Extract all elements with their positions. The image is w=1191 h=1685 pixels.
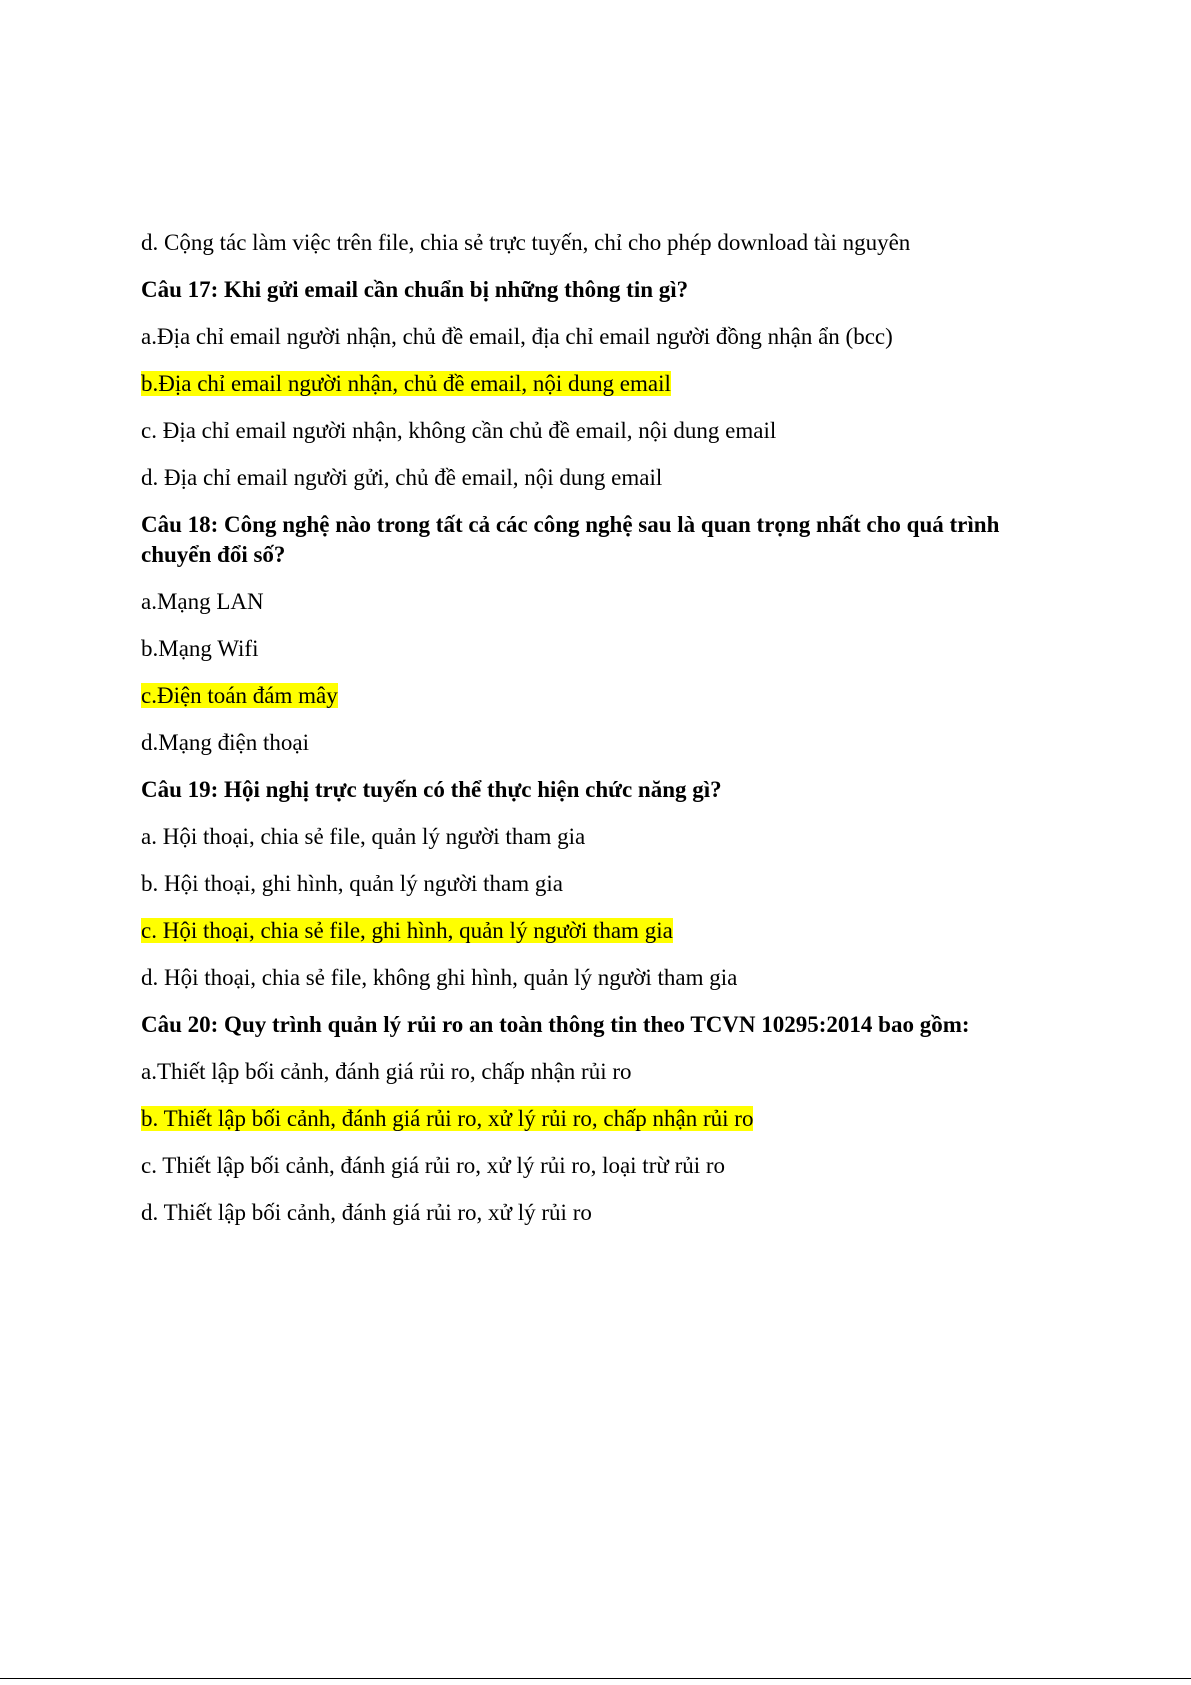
question-title: Câu 18: Công nghệ nào trong tất cả các công nghệ sau là quan trọng nhất cho quá trình chuyển đổi số? xyxy=(141,512,1000,567)
option-text: a.Địa chỉ email người nhận, chủ đề email, địa chỉ email người đồng nhận ẩn (bcc) xyxy=(141,324,893,349)
option-d xyxy=(141,963,1041,993)
option-text: b.Mạng Wifi xyxy=(141,636,259,661)
option-c xyxy=(141,1151,1041,1181)
option-text: b. Hội thoại, ghi hình, quản lý người tham gia xyxy=(141,871,563,896)
highlighted-answer: c.Điện toán đám mây xyxy=(141,683,338,708)
page-bottom-rule xyxy=(0,1678,1191,1679)
option-text: d. Cộng tác làm việc trên file, chia sẻ trực tuyến, chỉ cho phép download tài nguyên xyxy=(141,230,911,255)
question-title: Câu 20: Quy trình quản lý rủi ro an toàn thông tin theo TCVN 10295:2014 bao gồm: xyxy=(141,1012,970,1037)
option-d xyxy=(141,728,1041,758)
question-title: Câu 19: Hội nghị trực tuyến có thể thực hiện chức năng gì? xyxy=(141,777,722,802)
option-c-correct xyxy=(141,916,1041,946)
highlighted-answer: b.Địa chỉ email người nhận, chủ đề email, nội dung email xyxy=(141,371,671,396)
question-title: Câu 17: Khi gửi email cần chuẩn bị những thông tin gì? xyxy=(141,277,689,302)
option-d xyxy=(141,463,1041,493)
highlighted-answer: b. Thiết lập bối cảnh, đánh giá rủi ro, xử lý rủi ro, chấp nhận rủi ro xyxy=(141,1106,754,1131)
question-17 xyxy=(141,275,1041,493)
question-19 xyxy=(141,775,1041,993)
option-text: d. Hội thoại, chia sẻ file, không ghi hình, quản lý người tham gia xyxy=(141,965,738,990)
option-text: a.Mạng LAN xyxy=(141,589,264,614)
question-18 xyxy=(141,510,1041,758)
option-b-correct xyxy=(141,1104,1041,1134)
option-a xyxy=(141,822,1041,852)
option-c xyxy=(141,416,1041,446)
option-b xyxy=(141,869,1041,899)
previous-option-d xyxy=(141,228,1041,258)
option-a xyxy=(141,1057,1041,1087)
option-text: d.Mạng điện thoại xyxy=(141,730,309,755)
option-text: a. Hội thoại, chia sẻ file, quản lý người tham gia xyxy=(141,824,586,849)
option-a xyxy=(141,322,1041,352)
option-text: c. Địa chỉ email người nhận, không cần chủ đề email, nội dung email xyxy=(141,418,777,443)
option-b-correct xyxy=(141,369,1041,399)
option-text: c. Thiết lập bối cảnh, đánh giá rủi ro, xử lý rủi ro, loại trừ rủi ro xyxy=(141,1153,726,1178)
option-text: d. Địa chỉ email người gửi, chủ đề email, nội dung email xyxy=(141,465,663,490)
option-c-correct xyxy=(141,681,1041,711)
option-text: a.Thiết lập bối cảnh, đánh giá rủi ro, chấp nhận rủi ro xyxy=(141,1059,632,1084)
option-a xyxy=(141,587,1041,617)
question-20 xyxy=(141,1010,1041,1228)
highlighted-answer: c. Hội thoại, chia sẻ file, ghi hình, quản lý người tham gia xyxy=(141,918,673,943)
document-page xyxy=(141,228,1041,1245)
option-text: d. Thiết lập bối cảnh, đánh giá rủi ro, xử lý rủi ro xyxy=(141,1200,592,1225)
option-d xyxy=(141,1198,1041,1228)
option-b xyxy=(141,634,1041,664)
